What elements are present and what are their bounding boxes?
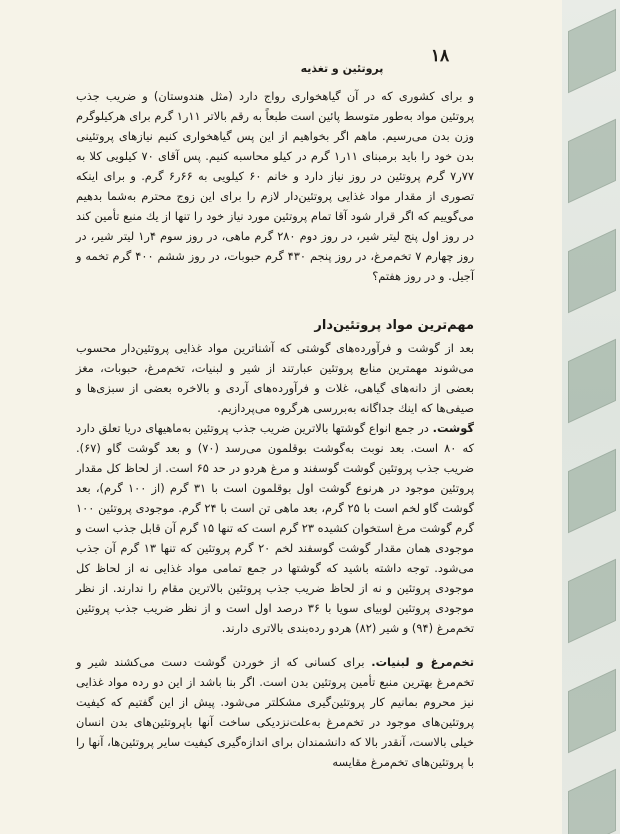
decorative-tile	[568, 119, 616, 203]
paragraph-2-text: بعد از گوشت و فرآورده‌های گوشتی که آشناترین مواد غذایی پروتئین‌دار محسوب می‌شوند مهمترین منابع پروتئین عبارتند از شیر و لبنیات، تخم‌مرغ، حبوبات، مغز بعضی از دانه‌های گیاهی، غلات و فرآورده‌های آردی و بالاخره بعضی از سبزی‌ها و صیفی‌ها که اینك جداگانه به‌بررسی هرگروه می‌پردازیم.	[76, 341, 474, 415]
paragraph-4-text	[76, 652, 474, 772]
decorative-tile	[568, 449, 616, 533]
paragraph-1	[76, 86, 474, 286]
decorative-tile	[568, 229, 616, 313]
paragraph-3-body: در جمع انواع گوشتها بالاترین ضریب جذب پروتئین به‌ماهیهای دریا تعلق دارد که ۸۰ است. بعد نوبت به‌گوشت بوقلمون می‌رسد (۷۰) و بعد گوشت گاو (۶۷). ضریب جذب پروتئین گوشت گوسفند و مرغ هردو در حد ۶۵ است. از لحاظ کل مقدار پروتئین موجود در هرنوع گوشت اول بوقلمون است با ۳۱ گرم (از ۱۰۰ گرم)، بعد گوشت گاو لخم است با ۲۵ گرم، بعد ماهی تن است با ۲۴ گرم. موجودی پروتئین ۱۰۰ گرم گوشت مرغ استخوان کشیده ۲۳ گرم است که تنها ۱۵ گرم آن قابل جذب است و موجودی همان مقدار گوشت گوسفند لخم ۲۰ گرم پروتئین که تنها ۱۳ گرم آن جذب می‌شود. توجه داشته باشید که گوشتها در جمع تمامی مواد غذایی نه از لحاظ کل موجودی پروتئین و نه از لحاظ ضریب جذب پروتئین بالاترین مقام را ندارند. از نظر موجودی پروتئین لوبیای سویا با ۳۶ درصد اول است و از نظر ضریب جذب پروتئین تخم‌مرغ (۹۴) و شیر (۸۲) هردو رده‌بندی بالاتری دارند.	[76, 421, 475, 635]
decorative-edge-strip	[562, 0, 620, 834]
running-head: پروتئین و تغذیه	[300, 62, 384, 75]
paragraph-4	[76, 652, 474, 772]
decorative-tile	[568, 559, 616, 643]
page-number: ۱۸	[430, 46, 450, 66]
paragraph-1-text: و برای کشوری که در آن گیاهخواری رواج دارد (مثل هندوستان) و ضریب جذب پروتئین مواد به‌طور متوسط پائین است طبعاً به رقم بالاتر ۱۱ر۱ گرم برای هرکیلوگرم وزن بدن می‌رسیم. ماهم اگر بخواهیم از این پس گیاهخواری کنیم نیازهای پروتئینی بدن خود را باید برمبنای ۱۱ر۱ گرم در کیلو محاسبه کنیم. پس آقای ۷۰ کیلویی کلا به ۷۷ر۷ گرم پروتئین در روز نیاز دارد و خانم ۶۰ کیلویی به ۶۶ر۶ گرم. و برای اینکه تصوری از مقدار مواد غذایی پروتئین‌دار لازم را برای این زوج محترم به‌شما بدهیم می‌گوییم که اگر قرار شود آقا تمام پروتئین مورد نیاز خود را تنها از یك منبع تأمین کند در روز اول پنج لیتر شیر، در روز دوم ۲۸۰ گرم ماهی، در روز سوم ۴ر۱ لیتر شیر، در روز چهارم ۷ تخم‌مرغ، در روز پنجم ۴۳۰ گرم حبوبات، در روز ششم ۴۰۰ گرم تخمه و آجیل. و در روز هفتم؟	[76, 89, 475, 283]
paragraph-4-lead: تخم‌مرغ و لبنیات.	[371, 655, 474, 669]
decorative-tile	[568, 769, 616, 834]
paragraph-3	[76, 418, 474, 638]
paragraph-4-body: برای کسانی که از خوردن گوشت دست می‌کشند شیر و تخم‌مرغ بهترین منبع تأمین پروتئین بدن است. اگر بنا باشد از این دو رده مواد غذایی نیز محروم بمانیم کار پروتئین‌گیری مشکلتر می‌شود. پیش از این گفتیم که کیفیت پروتئین‌های موجود در تخم‌مرغ به‌علت‌نزدیکی ساخت آنها باپروتئین‌های بدن انسان خیلی بالاست، آنقدر بالا که دانشمندان برای اندازه‌گیری کیفیت سایر پروتئین‌ها، آنها را با پروتئین‌های تخم‌مرغ مقایسه	[76, 655, 474, 769]
paragraph-2	[76, 338, 474, 418]
paragraph-3-lead: گوشت.	[432, 421, 474, 435]
paragraph-3-text	[76, 418, 474, 638]
decorative-tile	[568, 339, 616, 423]
section-heading: مهم‌ترین مواد پروتئین‌دار	[314, 318, 474, 333]
decorative-tile	[568, 9, 616, 93]
decorative-tile	[568, 669, 616, 753]
